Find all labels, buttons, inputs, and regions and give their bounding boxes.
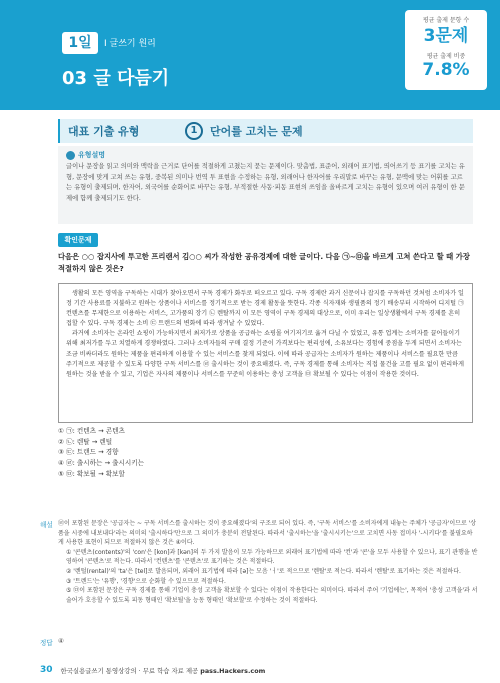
type-description-box [58,146,473,224]
explanation-item: ⑤ ㉤이 포함된 문장은 구독 경제를 통해 기업이 충성 고객을 확보할 수 있다는 이점이 작용한다는 의미이다. 따라서 주어 '기업에는', 목적어 '충성 고객을'과 서술어가 호응할 수 있도록 피동 형태인 '확보될'을 능동 형태인 '확보할'로 수정하는 것이 적절하다. [66,587,478,604]
chapter-header [0,0,500,110]
answer-value: ④ [58,637,64,645]
tip-heading [66,150,465,160]
answer-label: 정답 [40,639,53,647]
reading-passage [58,283,473,423]
explanation-body [58,519,478,605]
explanation-item: ③ '트렌드'는 '유행', '경향'으로 순화할 수 있으므로 적절하다. [66,577,226,585]
rate-label: 평균 출제 비중 [426,53,466,60]
type-number-badge: 1 [185,122,203,140]
rate-value: 7.8% [422,60,470,80]
passage-paragraph: 생활의 모든 영역을 구독하는 시대가 찾아오면서 구독 경제가 화두로 떠오르고 있다. 구독 경제란 과거 신문이나 잡지를 구독하던 것처럼 소비자가 일정 기간 사용료를 지불하고 원하는 상품이나 서비스를 정기적으로 받는 경제 활동을 뜻한다. 각종 식자재와 생필품의 정기 배송부터 시작하여 디지털 ㉠ 컨텐츠를 무제한으로 이용하는 서비스, 고가품의 장기 ㉡ 렌탈까지 이 모든 영역이 구독 경제의 대상으로, 이미 우리는 일상생활에서 구독 경제를 흔히 접할 수 있다. 구독 경제는 소비 ㉢ 트랜드의 변화에 따라 생겨날 수 있었다. [66,290,465,328]
type-title: 단어를 고치는 문제 [210,125,303,138]
tip-heading-text: 유형설명 [78,151,106,159]
footer-site-link[interactable]: pass.Hackers.com [200,666,266,675]
answer-options [58,426,358,480]
passage-paragraph: 과거에 소비자는 온라인 쇼핑이 가능하지면서 최저가로 상품을 공급하는 쇼핑몰 여기저기로 옮겨 다닐 수 있었고, 유통 업계는 소비자를 끌어들이기 위해 최저가를 두고 치열하게 경쟁하였다. 그러나 소비자들의 구매 결정 기준이 가격보다는 편리성에, 소유보다는 경험에 중점을 두게 되면서 소비자는 조금 비싸더라도 원하는 제품을 편리하게 이용할 수 있는 서비스를 찾게 되었다. 이에 따라 공급자는 소비자가 원하는 제품이나 서비스를 필요한 만큼 주기적으로 제공할 수 있도록 다양한 구독 서비스를 ㉣ 출시하는 것이 중요해졌다. 즉, 구독 경제를 통해 소비자는 직접 물건을 고를 필요 없이 편리하게 원하는 것을 받을 수 있고, 기업은 자사의 제품이나 서비스를 꾸준히 이용하는 충성 고객을 ㉤ 확보될 수 있다는 이점이 작용한 것이다. [66,330,464,378]
count-label: 평균 출제 문항 수 [422,17,470,24]
page-footer [40,665,480,675]
explanation-label: 해설 [40,521,53,529]
option-2[interactable]: ② ㉡: 렌탈 → 렌털 [58,437,113,446]
option-3[interactable]: ③ ㉢: 트랜드 → 경향 [58,448,119,457]
explanation-item: ① '콘텐츠(contents)'의 'con'은 [kon]과 [kən]의 두 가지 발음이 모두 가능하므로 외래어 표기법에 따라 '컨'과 '콘'을 모두 사용할 수 있으나, 표기 관행을 반영하여 '콘텐츠'로 적는다. 따라서 '컨텐츠'를 '콘텐츠'로 표기하는 것은 적절하다. [66,548,478,566]
footer-prefix: 한국실용글쓰기 통영상강의 · 무료 학습 자료 제공 [60,666,201,675]
page-number: 30 [40,665,53,675]
option-1[interactable]: ① ㉠: 컨텐츠 → 콘텐츠 [58,427,125,435]
chapter-title: 03 글 다듬기 [62,68,170,89]
day-badge: 1일 [62,32,98,54]
option-4[interactable]: ④ ㉣: 출시하는 → 출시시키는 [58,459,144,468]
option-5[interactable]: ⑤ ㉤: 확보될 → 확보할 [58,469,125,478]
explanation-main: ㉣이 포함된 문장은 '공급자는 ~ 구독 서비스를 출시하는 것이 중요해졌다'의 구조로 되어 있다. 즉, '구독 서비스'를 소비자에게 내놓는 주체가 '공급자'이므로 '상품을 시중에 내보내다'라는 의미의 '출시하다'만으로 그 의미가 충분히 전달된다. 따라서 '출시하는'을 '출시시키는'으로 고치면 사동 접미사 '-시키다'를 불필요하게 사용한 표현이 되므로 적절하지 않은 것은 ④이다. [58,520,477,547]
part-title: Ⅰ 글쓰기 원리 [104,39,156,49]
info-dot-icon [66,151,75,160]
confirm-problem-tag: 확인문제 [58,233,98,247]
tip-text: 글이나 문장을 읽고 의미와 맥락을 근거로 단어를 적절하게 고쳤는지 묻는 문제이다. 맞춤법, 표준어, 외래어 표기법, 띄어쓰기 등 표기를 고치는 유형, 문장에 맞게 고쳐 쓰는 유형, 중복된 의미나 번역 투 표현을 수정하는 유형, 외래어나 한자어를 우리말로 바꾸는 유형, 문맥에 맞는 어휘를 고르는 유형이 출제되며, 한자어, 외국어를 순화어로 바꾸는 유형, 부적절한 사동·피동 표현의 쓰임을 올바르게 고치는 유형이 있으며 여러 유형이 한 문제에 함께 출제되기도 한다. [66,163,465,202]
footer-text [61,666,266,675]
type-label: 대표 기출 유형 [68,125,140,138]
type-title-bar [58,119,473,143]
question-text: 다음은 ○○ 잡지사에 투고한 프리랜서 김○○ 씨가 작성한 공유경제에 대한 글이다. 다음 ㉠~㉤을 바르게 고쳐 쓴다고 할 때 가장 적절하지 않은 것은? [58,252,470,273]
exam-stats-box [405,10,487,90]
count-value: 3문제 [423,26,469,46]
explanation-item: ② '렌털(rental)'의 'ta'은 [tel]로 발음되며, 외래어 표기법에 따라 [ə]는 모음 'ㅓ'로 적으므로 '렌탈'로 적는다. 따라서 '렌탈'로 표기하는 것은 적절하다. [66,567,461,575]
